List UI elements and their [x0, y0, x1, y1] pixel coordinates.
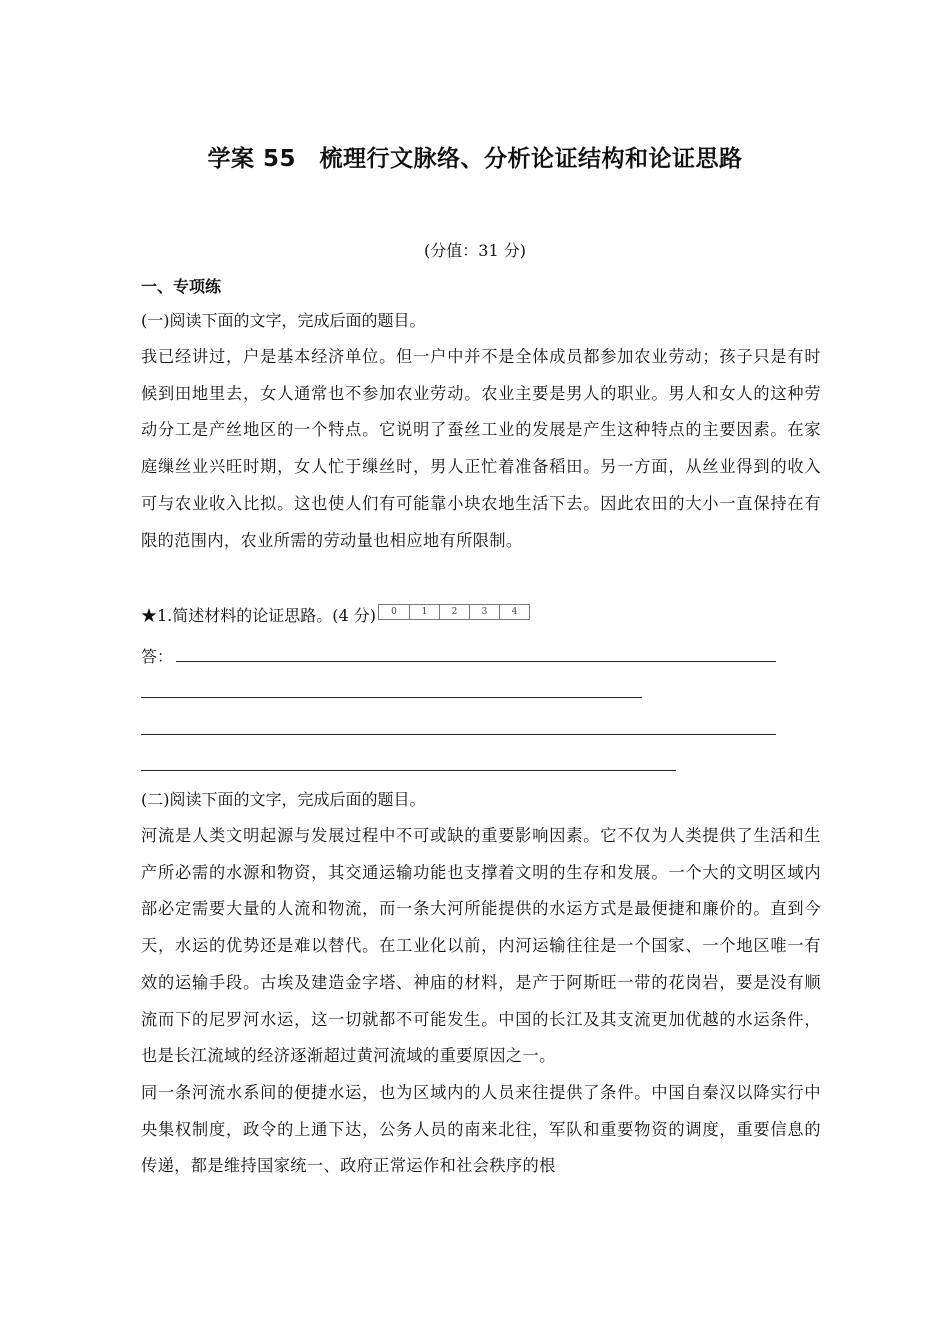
score-box[interactable]: 2	[439, 605, 469, 619]
answer-line[interactable]	[141, 734, 776, 735]
score-note: (分值：31 分)	[424, 241, 526, 260]
question-1-text: ★1.简述材料的论证思路。(4 分)	[141, 606, 377, 625]
answer-line[interactable]	[176, 661, 776, 662]
section-heading: 一、专项练	[141, 277, 222, 296]
part2-intro: (二)阅读下面的文字，完成后面的题目。	[141, 790, 426, 809]
answer-line[interactable]	[141, 770, 676, 771]
part1-passage	[141, 339, 821, 559]
answer-label: 答：	[141, 647, 174, 666]
part2-paragraph-2: 同一条河流水系间的便捷水运，也为区域内的人员来往提供了条件。中国自秦汉以降实行中央集权制度，政令的上通下达，公务人员的南来北往，军队和重要物资的调度，重要信息的传递，都是维持国家统一、政府正常运作和社会秩序的根	[141, 1082, 821, 1176]
score-selector	[378, 604, 530, 620]
score-box[interactable]: 4	[499, 605, 529, 619]
part1-intro: (一)阅读下面的文字，完成后面的题目。	[141, 311, 426, 330]
part1-paragraph: 我已经讲过，户是基本经济单位。但一户中并不是全体成员都参加农业劳动；孩子只是有时候到田地里去，女人通常也不参加农业劳动。农业主要是男人的职业。男人和女人的这种劳动分工是产丝地区的一个特点。它说明了蚕丝工业的发展是产生这种特点的主要因素。在家庭缫丝业兴旺时期，女人忙于缫丝时，男人正忙着准备稻田。另一方面，从丝业得到的收入可与农业收入比拟。这也使人们有可能靠小块农地生活下去。因此农田的大小一直保持在有限的范围内，农业所需的劳动量也相应地有所限制。	[141, 347, 821, 550]
page-title: 学案 55 梳理行文脉络、分析论证结构和论证思路	[207, 146, 743, 172]
score-box[interactable]: 3	[469, 605, 499, 619]
part2-passage	[141, 818, 821, 1185]
score-box[interactable]: 0	[391, 607, 397, 617]
part2-paragraph-1: 河流是人类文明起源与发展过程中不可或缺的重要影响因素。它不仅为人类提供了生活和生产所必需的水源和物资，其交通运输功能也支撑着文明的生存和发展。一个大的文明区域内部必定需要大量的人流和物流，而一条大河所能提供的水运方式是最便捷和廉价的。直到今天，水运的优势还是难以替代。在工业化以前，内河运输往往是一个国家、一个地区唯一有效的运输手段。古埃及建造金字塔、神庙的材料，是产于阿斯旺一带的花岗岩，要是没有顺流而下的尼罗河水运，这一切就都不可能发生。中国的长江及其支流更加优越的水运条件，也是长江流域的经济逐渐超过黄河流域的重要原因之一。	[141, 826, 821, 1066]
score-box[interactable]: 1	[409, 605, 439, 619]
answer-line[interactable]	[141, 697, 642, 698]
question-1	[141, 605, 530, 627]
